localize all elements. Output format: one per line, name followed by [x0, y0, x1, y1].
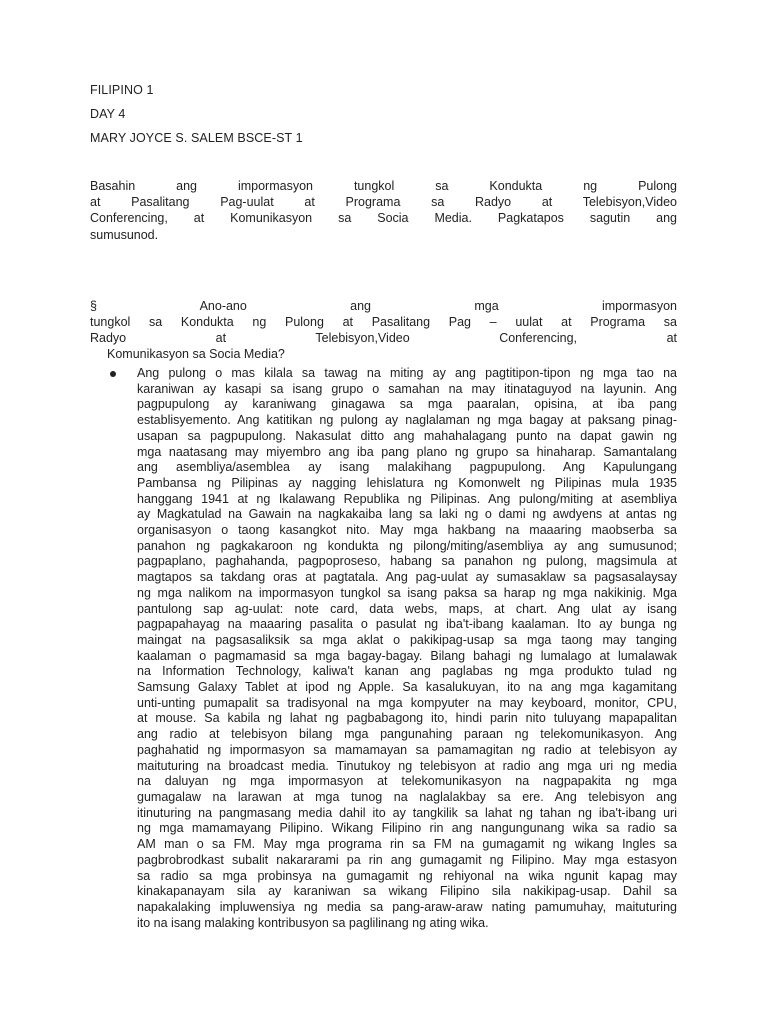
answer-line: paghahatid ng impormasyon sa mamamayan sa pamamagitan ng radio at telebisyon ay — [137, 742, 677, 757]
student-name-heading: MARY JOYCE S. SALEM BSCE-ST 1 — [90, 131, 303, 145]
answer-line: sa radio sa mga probinsya na gumagamit ng rehiyonal na wika ngunit kapag may — [137, 868, 677, 883]
answer-line: napakalaking impluwensiya ng media sa pang-araw-araw nating pamumuhay, maituturing — [137, 899, 677, 914]
answer-line: na daluyan ng mga impormasyon at telekomunikasyon na nagpapakita ng mga — [137, 774, 677, 789]
answer-line: na Information Technology, kaliwa't kanan ang paglabas ng mga produkto tulad ng — [137, 664, 677, 679]
question-line: tungkol sa Kondukta ng Pulong at Pasalitang Pag – uulat at Programa sa — [90, 315, 677, 330]
answer-paragraph — [137, 366, 677, 931]
instructions-line: sumusunod. — [90, 227, 159, 242]
answer-line: Pambansa ng Pilipinas ay nagging lehislatura ng Komonwelt ng Pilipinas mula 1935 — [137, 475, 677, 490]
day-heading: DAY 4 — [90, 107, 126, 121]
question-paragraph — [90, 298, 677, 347]
bullet-icon — [110, 371, 116, 377]
answer-line: organisasyon o taong kasangkot nito. May mga hakbang na maaaring maobserba sa — [137, 523, 677, 538]
answer-line: ng mga nalikom na impormasyon tungkol sa isang paksa sa harap ng mga nakikinig. Mga — [137, 585, 677, 600]
answer-line: Samsung Galaxy Tablet at ipod ng Apple. Sa kasalukuyan, ito na ang mga kagamitang — [137, 680, 677, 695]
answer-line: maituturing na broadcast media. Tinutukoy ng telebisyon at radio ang mga uri ng media — [137, 758, 677, 773]
answer-line: unti-unting pumapalit sa tradisyonal na mga kompyuter na may keyboard, monitor, CPU, — [137, 695, 677, 710]
subject-heading: FILIPINO 1 — [90, 83, 154, 97]
question-line: Radyo at Telebisyon,Video Conferencing, at — [90, 331, 677, 346]
instructions-line: at Pasalitang Pag-uulat at Programa sa Radyo at Telebisyon,Video — [90, 195, 677, 210]
answer-line: establisyemento. Ang katitikan ng pulong ay naglalaman ng mga bagay at paksang pinag- — [137, 413, 677, 428]
answer-line: panahon ng pagkakaroon ng kondukta ng pilong/miting/asembliya ay ang sumusunod; — [137, 538, 677, 553]
answer-line: itinuturing na pangmasang media dahil ito ay tangkilik sa lahat ng tahan ng iba't-ibang uri — [137, 805, 677, 820]
answer-line: ito na isang malaking kontribusyon sa paglilinang ng ating wika. — [137, 915, 489, 930]
instructions-line: Basahin ang impormasyon tungkol sa Kondukta ng Pulong — [90, 179, 677, 193]
answer-line: gumagalaw na larawan at mga tunog na naglalakbay sa ere. Ang telebisyon ang — [137, 789, 677, 804]
answer-line: magtapos sa takdang oras at pagtatala. Ang pag-uulat ay sumasaklaw sa pagsasalaysay — [137, 570, 677, 585]
answer-line: ng mga mamamayang Pilipino. Wikang Filipino rin ang nangungunang wika sa radio sa — [137, 821, 677, 836]
answer-line: usapan sa pagpupulong. Nakasulat ditto ang mahahalagang punto na dapat gawin ng — [137, 428, 677, 443]
answer-line: pagbrobrodkast subalit nakararami pa rin ang gumagamit ng Filipino. May mga estasyon — [137, 852, 677, 867]
answer-line: pagpupulong ay karaniwang ginagawa sa mga paaralan, opisina, at iba pang — [137, 397, 677, 412]
answer-line: pagpaplano, paghahanda, pagpoproseso, habang sa panahon ng pulong, magsimula at — [137, 554, 677, 569]
answer-line: at mouse. Sa kabila ng lahat ng pagbabagong ito, hindi parin nito tuluyang mapapalitan — [137, 711, 677, 726]
answer-line: ay Magkatulad na Gawain na nagkakaiba lang sa laki ng o dami ng awdyens at antas ng — [137, 507, 677, 522]
answer-line: AM man o sa FM. May mga programa rin sa FM na gumagamit ng wikang Ingles sa — [137, 837, 677, 852]
answer-line: maingat na pagsasaliksik sa mga aklat o pakikipag-usap sa mga taong may tanging — [137, 632, 677, 647]
instructions-paragraph — [90, 178, 677, 243]
answer-line: hanggang 1941 at ng Ikalawang Republika ng Pilipinas. Ang pulong/miting at asembliya — [137, 491, 677, 506]
answer-line: Ang pulong o mas kilala sa tawag na miting ay ang pagtitipon-tipon ng mga tao na — [137, 366, 677, 380]
answer-line: pantulong sap ag-uulat: note card, data webs, maps, at chart. Ang ulat ay isang — [137, 601, 677, 616]
question-tail-line: Komunikasyon sa Socia Media? — [107, 347, 285, 361]
answer-line: kinakapanayam sila ay karaniwan sa wikang Filipino sila nakikipag-usap. Dahil sa — [137, 884, 677, 899]
answer-line: ang radio at telebisyon bilang mga pangunahing paraan ng telekomunikasyon. Ang — [137, 727, 677, 742]
answer-line: karaniwan ay kasapi sa isang grupo o samahan na may itinataguyod na layunin. Ang — [137, 381, 677, 396]
instructions-line: Conferencing, at Komunikasyon sa Socia Media. Pagkatapos sagutin ang — [90, 211, 677, 226]
answer-line: mga naatasang may miyembro ang iba pang plano ng grupo sa hinaharap. Samantalang — [137, 444, 677, 459]
answer-line: ang asembliya/asemblea ay isang malakihang pagpupulong. Ang Kapulungang — [137, 460, 677, 475]
question-line: § Ano-ano ang mga impormasyon — [90, 299, 677, 313]
answer-line: pagpapahayag na maaaring pasalita o pasulat ng iba't-ibang kaalaman. Ito ay bunga ng — [137, 617, 677, 632]
answer-line: kaalaman o pagmamasid sa mga bagay-bagay. Bilang bahagi ng lumalago at lumalawak — [137, 648, 677, 663]
document-page — [90, 0, 677, 1024]
